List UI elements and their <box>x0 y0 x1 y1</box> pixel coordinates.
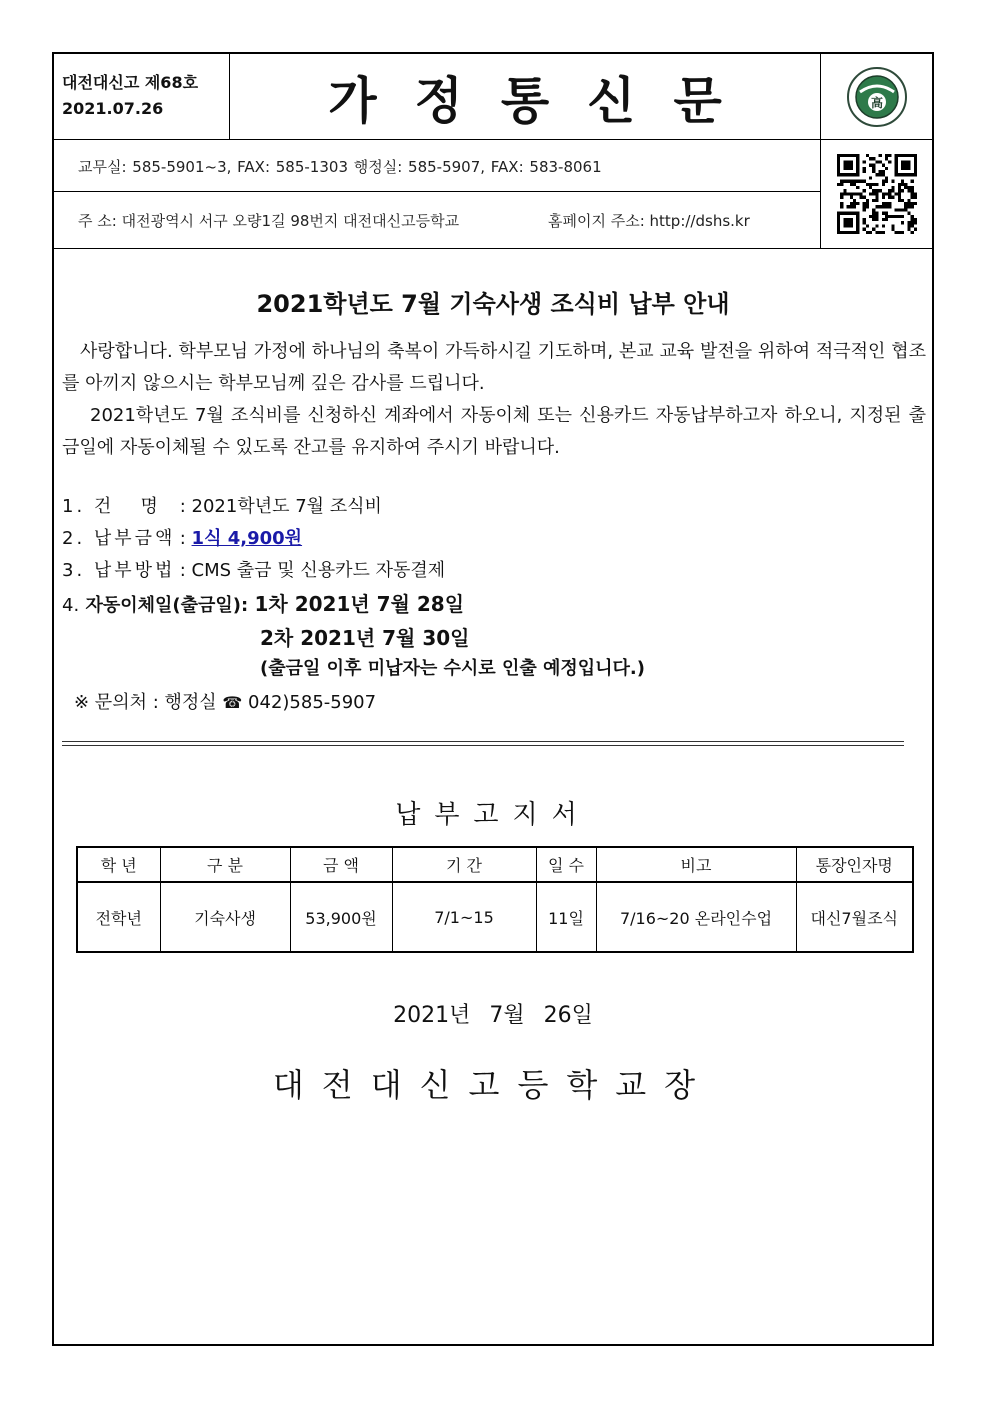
detail-method-label: 3. 납부방법 <box>62 560 176 581</box>
notice-title: 2021학년도 7월 기숙사생 조식비 납부 안내 <box>256 290 730 318</box>
inquiry-label: ※ 문의처 : 행정실 <box>74 692 217 713</box>
cell-remarks: 7/16~20 온라인수업 <box>596 882 796 952</box>
table-header-row <box>77 847 913 882</box>
school-emblem-icon <box>846 66 908 128</box>
detail-method-value: : CMS 출금 및 신용카드 자동결제 <box>179 560 446 581</box>
withdraw-first: 1차 2021년 7월 28일 <box>254 592 465 616</box>
header-remarks: 비고 <box>596 847 796 882</box>
detail-subject-label: 1. 건 명 <box>62 496 161 517</box>
principal-signature: 대전대신고등학교장 <box>272 1066 714 1104</box>
cell-account-name: 대신7월조식 <box>796 882 913 952</box>
detail-amount-sep: : <box>179 528 186 549</box>
amount-value: 1식 4,900원 <box>191 528 303 549</box>
letterhead <box>54 54 932 248</box>
address-line <box>54 192 820 248</box>
inquiry-phone: 042)585-5907 <box>248 692 377 713</box>
detail-withdraw-num: 4. <box>62 595 80 616</box>
document-frame <box>52 52 934 1346</box>
issue-date: 2021.07.26 <box>62 99 164 118</box>
header-account-name: 통장인자명 <box>796 847 913 882</box>
cell-amount: 53,900원 <box>290 882 392 952</box>
contact-line: 교무실: 585-5901~3, FAX: 585-1303 행정실: 585-5907, FAX: 583-8061 <box>54 140 820 192</box>
issue-date-footer: 2021년 7월 26일 <box>393 1003 593 1028</box>
cell-period: 7/1~15 <box>392 882 536 952</box>
homepage-text: 홈페이지 주소: http://dshs.kr <box>548 212 750 230</box>
withdraw-note: (출금일 이후 미납자는 수시로 인출 예정입니다.) <box>260 658 645 679</box>
detail-subject <box>62 492 382 518</box>
cell-category: 기숙사생 <box>160 882 290 952</box>
section-divider <box>62 741 904 746</box>
header-divider <box>54 248 932 249</box>
issue-info <box>54 54 230 140</box>
detail-withdraw-label: 자동이체일(출금일): <box>85 595 249 616</box>
address-text: 대전광역시 서구 오량1길 98번지 대전대신고등학교 <box>121 212 460 230</box>
header-days: 일 수 <box>536 847 596 882</box>
cell-grade: 전학년 <box>77 882 160 952</box>
cell-days: 11일 <box>536 882 596 952</box>
qr-code[interactable] <box>820 140 932 248</box>
payment-bill-table <box>76 846 914 953</box>
address-label: 주 소: <box>78 212 117 230</box>
header-category: 구 분 <box>160 847 290 882</box>
masthead <box>230 54 820 140</box>
bill-title: 납부고지서 <box>395 800 591 830</box>
detail-method <box>62 556 445 582</box>
qr-code-icon <box>837 154 917 234</box>
detail-amount-label: 2. 납부금액 <box>62 528 176 549</box>
telephone-icon: ☎ <box>222 693 243 712</box>
school-emblem <box>820 54 932 140</box>
request-paragraph: 2021학년도 7월 조식비를 신청하신 계좌에서 자동이체 또는 신용카드 자동납부하고자 하오니, 지정된 출금일에 자동이체될 수 있도록 잔고를 유지하여 주시기 바랍니다. <box>62 405 926 458</box>
emblem-char: 高 <box>870 95 883 110</box>
header-period: 기 간 <box>392 847 536 882</box>
withdraw-second: 2차 2021년 7월 30일 <box>260 626 470 650</box>
issue-number: 대전대신고 제68호 <box>62 73 199 92</box>
greeting-paragraph: 사랑합니다. 학부모님 가정에 하나님의 축복이 가득하시길 기도하며, 본교 교육 발전을 위하여 적극적인 협조를 아끼지 않으시는 학부모님께 깊은 감사를 드립니다. <box>62 341 926 394</box>
table-row <box>77 882 913 952</box>
header-amount: 금 액 <box>290 847 392 882</box>
detail-amount <box>62 524 302 550</box>
detail-withdraw-date <box>62 588 464 617</box>
detail-subject-value: : 2021학년도 7월 조식비 <box>179 496 382 517</box>
masthead-title: 가정통신문 <box>328 71 760 130</box>
inquiry-line <box>74 688 376 714</box>
header-grade: 학 년 <box>77 847 160 882</box>
